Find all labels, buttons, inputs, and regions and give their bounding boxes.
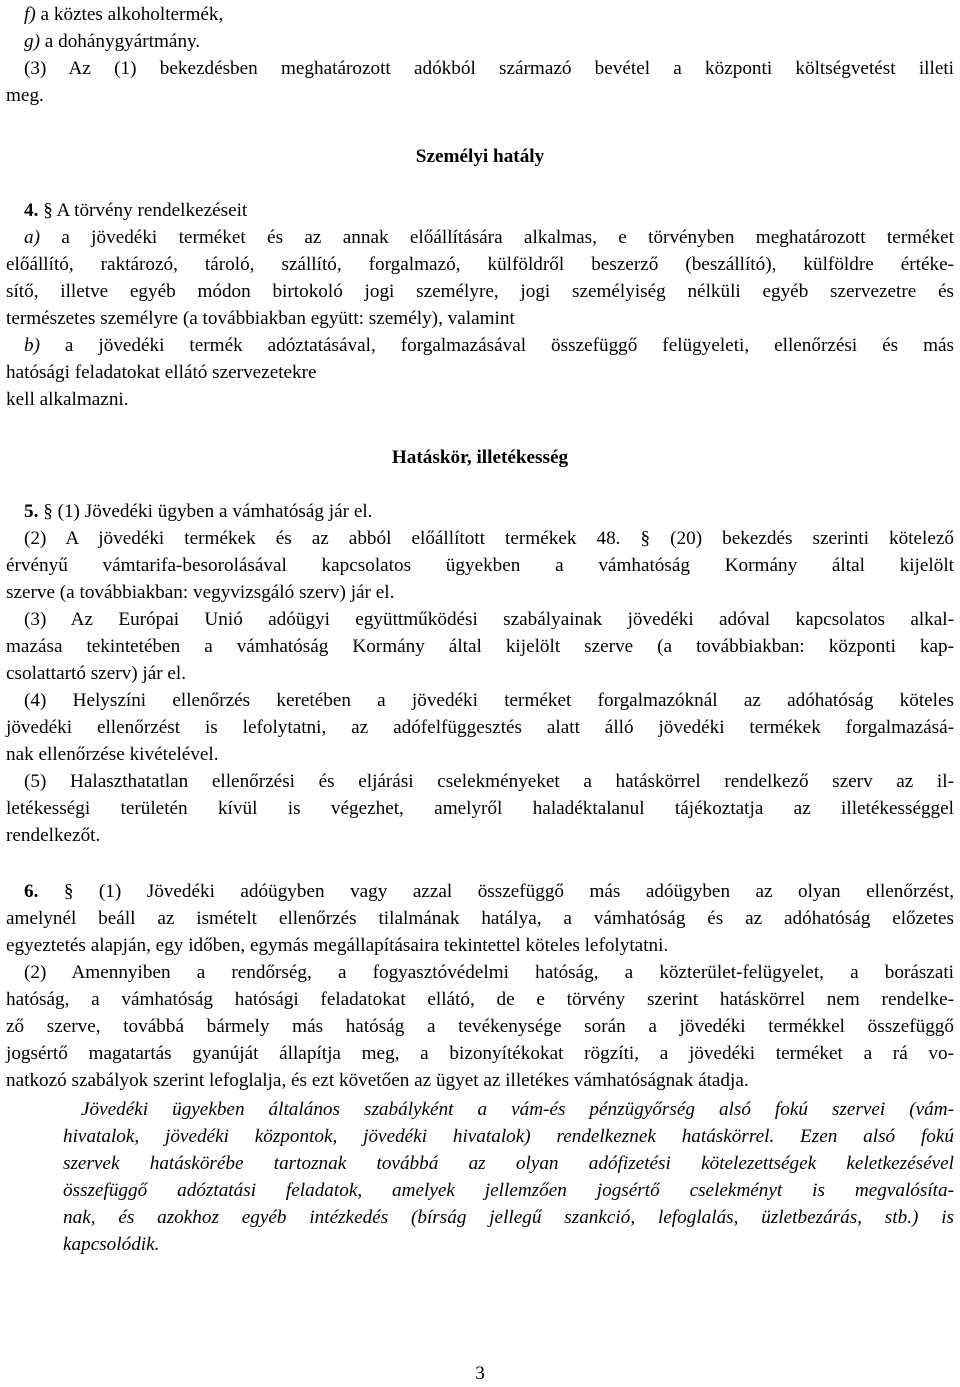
paragraph-line: (5) Halaszthatatlan ellenőrzési és eljárási cselekményeket a hatáskörrel rendelkező szerv az il- bbox=[24, 771, 954, 792]
paragraph-line: hatósági feladatokat ellátó szervezetekre bbox=[6, 362, 317, 383]
note-line: kapcsolódik. bbox=[63, 1234, 160, 1255]
paragraph-line: letékességi területén kívül is végezhet, amelyről haladéktalanul tájékoztatja az illetékességgel bbox=[6, 798, 954, 819]
item-label: g) bbox=[24, 31, 40, 52]
item-label: f) bbox=[24, 4, 36, 25]
paragraph-line: sítő, illetve egyéb módon birtokoló jogi személyre, jogi személyiség nélküli egyéb szervezetre és bbox=[6, 281, 954, 302]
paragraph-line: nak ellenőrzése kivételével. bbox=[6, 744, 219, 765]
section-4-b-line: b) a jövedéki termék adóztatásával, forgalmazásával összefüggő felügyeleti, ellenőrzési és más bbox=[24, 335, 954, 356]
section-heading: Személyi hatály bbox=[415, 146, 545, 167]
document-page bbox=[6, 0, 954, 1258]
note-line: szervek hatáskörébe tartoznak továbbá az olyan adófizetési kötelezettségek keletkezésével bbox=[63, 1153, 954, 1174]
note-line: Jövedéki ügyekben általános szabályként a vám-és pénzügyőrség alsó fokú szervei (vám- bbox=[81, 1099, 954, 1120]
paragraph-line: (3) Az Európai Unió adóügyi együttműködési szabályainak jövedéki adóval kapcsolatos alkal- bbox=[24, 609, 954, 630]
paragraph-line: jövedéki ellenőrzést is lefolytatni, az adófelfüggesztés alatt álló jövedéki termékek forgalmazásá- bbox=[6, 717, 954, 738]
paragraph-line: csolattartó szerv) jár el. bbox=[6, 663, 187, 684]
section-heading: Hatáskör, illetékesség bbox=[391, 447, 569, 468]
paragraph-line: rendelkezőt. bbox=[6, 825, 101, 846]
section-5-intro: 5. § (1) Jövedéki ügyben a vámhatóság jár el. bbox=[24, 501, 373, 522]
paragraph-line: kell alkalmazni. bbox=[6, 389, 129, 410]
note-line: összefüggő adóztatási feladatok, amelyek jellemzően jogsértő cselekményt is megvalósíta- bbox=[63, 1180, 954, 1201]
paragraph-line: előállító, raktározó, tároló, szállító, forgalmazó, külföldről beszerző (beszállító), külföldre értéke- bbox=[6, 254, 954, 275]
list-item-g bbox=[24, 28, 954, 55]
paragraph-line: meg. bbox=[6, 85, 44, 106]
paragraph-line: mazása tekintetében a vámhatóság Kormány által kijelölt szerve (a továbbiakban: központi kap- bbox=[6, 636, 954, 657]
paragraph-line: (2) A jövedéki termékek és az abból előállított termékek 48. § (20) bekezdés szerinti kötelező bbox=[24, 528, 954, 549]
section-6-intro: 6. § (1) Jövedéki adóügyben vagy azzal összefüggő más adóügyben az olyan ellenőrzést, bbox=[24, 881, 954, 902]
section-sign: § bbox=[38, 501, 53, 522]
section-number: 4. bbox=[24, 200, 39, 221]
section-number: 5. bbox=[24, 501, 39, 522]
paragraph-line: természetes személyre (a továbbiakban együtt: személy), valamint bbox=[6, 308, 515, 329]
paragraph-line: natkozó szabályok szerint lefoglalja, és ezt követően az ügyet az illetékes vámhatóságnak átadja. bbox=[6, 1070, 749, 1091]
paragraph-line: jogsértő magatartás gyanúját állapítja meg, a bizonyítékokat rögzíti, a jövedéki terméket a rá vo- bbox=[6, 1043, 954, 1064]
paragraph-line: (4) Helyszíni ellenőrzés keretében a jövedéki terméket forgalmazóknál az adóhatóság köteles bbox=[24, 690, 954, 711]
paragraph-line: szerve (a továbbiakban: vegyvizsgáló szerv) jár el. bbox=[6, 582, 395, 603]
note-line: hivatalok, jövedéki központok, jövedéki hivatalok) rendelkeznek hatáskörrel. Ezen alsó fokú bbox=[63, 1126, 954, 1147]
section-4-a-line: a) a jövedéki terméket és az annak előállítására alkalmas, e törvényben meghatározott terméket bbox=[24, 227, 954, 248]
paragraph-line: (2) Amennyiben a rendőrség, a fogyasztóvédelmi hatóság, a közterület-felügyelet, a borászati bbox=[24, 962, 954, 983]
paragraph-line: (3) Az (1) bekezdésben meghatározott adókból származó bevétel a központi költségvetést illeti bbox=[24, 58, 954, 79]
paragraph-line: egyeztetés alapján, egy időben, egymás megállapításaira tekintettel köteles lefolytatni. bbox=[6, 935, 669, 956]
section-sign: § bbox=[38, 200, 53, 221]
paragraph-line: ző szerve, továbbá bármely más hatóság a tevékenysége során a jövedéki termékkel összefüggő bbox=[6, 1016, 954, 1037]
commentary-note bbox=[6, 1096, 954, 1258]
paragraph-line: amelynél beáll az ismételt ellenőrzés tilalmának hatálya, a vámhatóság és az adóhatóság előzetes bbox=[6, 908, 954, 929]
item-label: a) bbox=[24, 227, 40, 248]
section-number: 6. bbox=[24, 881, 39, 902]
list-item-f bbox=[24, 1, 954, 28]
paragraph-line: érvényű vámtarifa-besorolásával kapcsolatos ügyekben a vámhatóság Kormány által kijelölt bbox=[6, 555, 954, 576]
section-text: A törvény rendelkezéseit bbox=[52, 200, 248, 221]
paragraph-line: hatóság, a vámhatóság hatósági feladatokat ellátó, de e törvény szerint hatáskörrel nem rendelke- bbox=[6, 989, 954, 1010]
note-line: nak, és azokhoz egyéb intézkedés (bírság jellegű szankció, lefoglalás, üzletbezárás, stb.) is bbox=[63, 1207, 954, 1228]
item-label: b) bbox=[24, 335, 40, 356]
item-text: a köztes alkoholtermék, bbox=[35, 4, 224, 25]
section-4-intro bbox=[24, 197, 954, 224]
item-text: a dohánygyártmány. bbox=[39, 31, 201, 52]
page-number: 3 bbox=[475, 1363, 485, 1384]
